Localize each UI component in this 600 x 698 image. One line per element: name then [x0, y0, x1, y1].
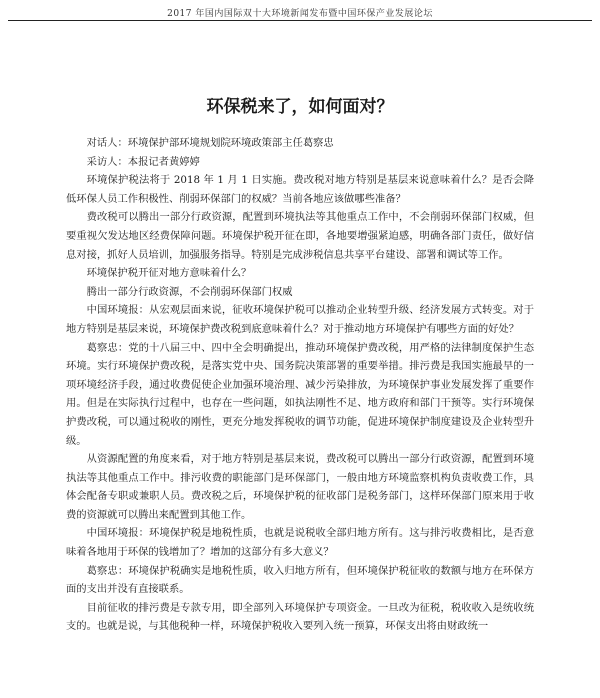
paragraph: 费改税可以腾出一部分行政资源，配置到环境执法等其他重点工作中，不会削弱环保部门权威，但要重视欠发达地区经费保障问题。环境保护税开征在即，各地要增强紧迫感，明确各部门责任，做好信息对接，抓好人员培训，加强服务指导。特别是完成涉税信息共享平台建设、部署和调试等工作。: [66, 211, 534, 261]
section-heading: 环境保护税开征对地方意味着什么？: [86, 267, 252, 280]
header-divider: [8, 20, 592, 21]
paragraph: 葛察忠：党的十八届三中、四中全会明确提出，推动环境保护费改税，用严格的法律制度保护生态环境。实行环境保护费改税，是落实党中央、国务院决策部署的重要举措。排污费是我国实施最早的一项环境经济手段，通过收费促使企业加强环境治理、减少污染排放，为环境保护事业发展发挥了重要作用。但是在实际执行过程中，也存在一些问题，如执法刚性不足、地方政府和部门干预等。实行环境保护费改税，可以通过税收的刚性，更充分地发挥税收的调节功能，促进环境保护制度建设及企业转型升级。: [66, 341, 534, 447]
paragraph: 从资源配置的角度来看，对于地方特别是基层来说，费改税可以腾出一部分行政资源，配置到环境执法等其他重点工作中。排污收费的职能部门是环保部门，一般由地方环境监察机构负责收费工作，具体会配备专职或兼职人员。费改税之后，环境保护税的征收部门是税务部门，这样环保部门原来用于收费的资源就可以腾出来配置到其他工作。: [66, 453, 534, 521]
article-title: 环保税来了，如何面对？: [206, 97, 394, 117]
paragraph: 中国环境报：环境保护税是地税性质，也就是说税收全部归地方所有。这与排污收费相比，是否意味着各地用于环保的钱增加了？增加的这部分有多大意义？: [66, 527, 534, 559]
article-meta: [66, 134, 534, 171]
paragraph: 目前征收的排污费是专款专用，即全部列入环境保护专项资金。一旦改为征税，税收收入是统收统支的。也就是说，与其他税种一样，环境保护税收入要列入统一预算，环保支出将由财政统一: [66, 601, 534, 633]
paragraph: 中国环境报：从宏观层面来说，征收环境保护税可以推动企业转型升级、经济发展方式转变。对于地方特别是基层来说，环境保护费改税到底意味着什么？对于推动地方环境保护有哪些方面的好处？: [66, 304, 534, 335]
interviewer-line: 采访人：本报记者黄婷婷: [86, 155, 200, 168]
paragraph: 环境保护税法将于 2018 年 1 月 1 日实施。费改税对地方特别是基层来说意味着什么？是否会降低环保人员工作积极性、削弱环保部门的权威？当前各地应该做哪些准备？: [66, 174, 534, 205]
section-subheading: 腾出一部分行政资源，不会削弱环保部门权威: [86, 285, 293, 298]
article-body: [66, 134, 534, 636]
interlocutor-line: 对话人：环境保护部环境规划院环境政策部主任葛察忠: [86, 137, 334, 149]
paragraph: 葛察忠：环境保护税确实是地税性质，收入归地方所有，但环境保护税征收的数额与地方在环保方面的支出并没有直接联系。: [66, 564, 534, 596]
page-header: 2017 年国内国际双十大环境新闻发布暨中国环保产业发展论坛: [167, 9, 433, 19]
